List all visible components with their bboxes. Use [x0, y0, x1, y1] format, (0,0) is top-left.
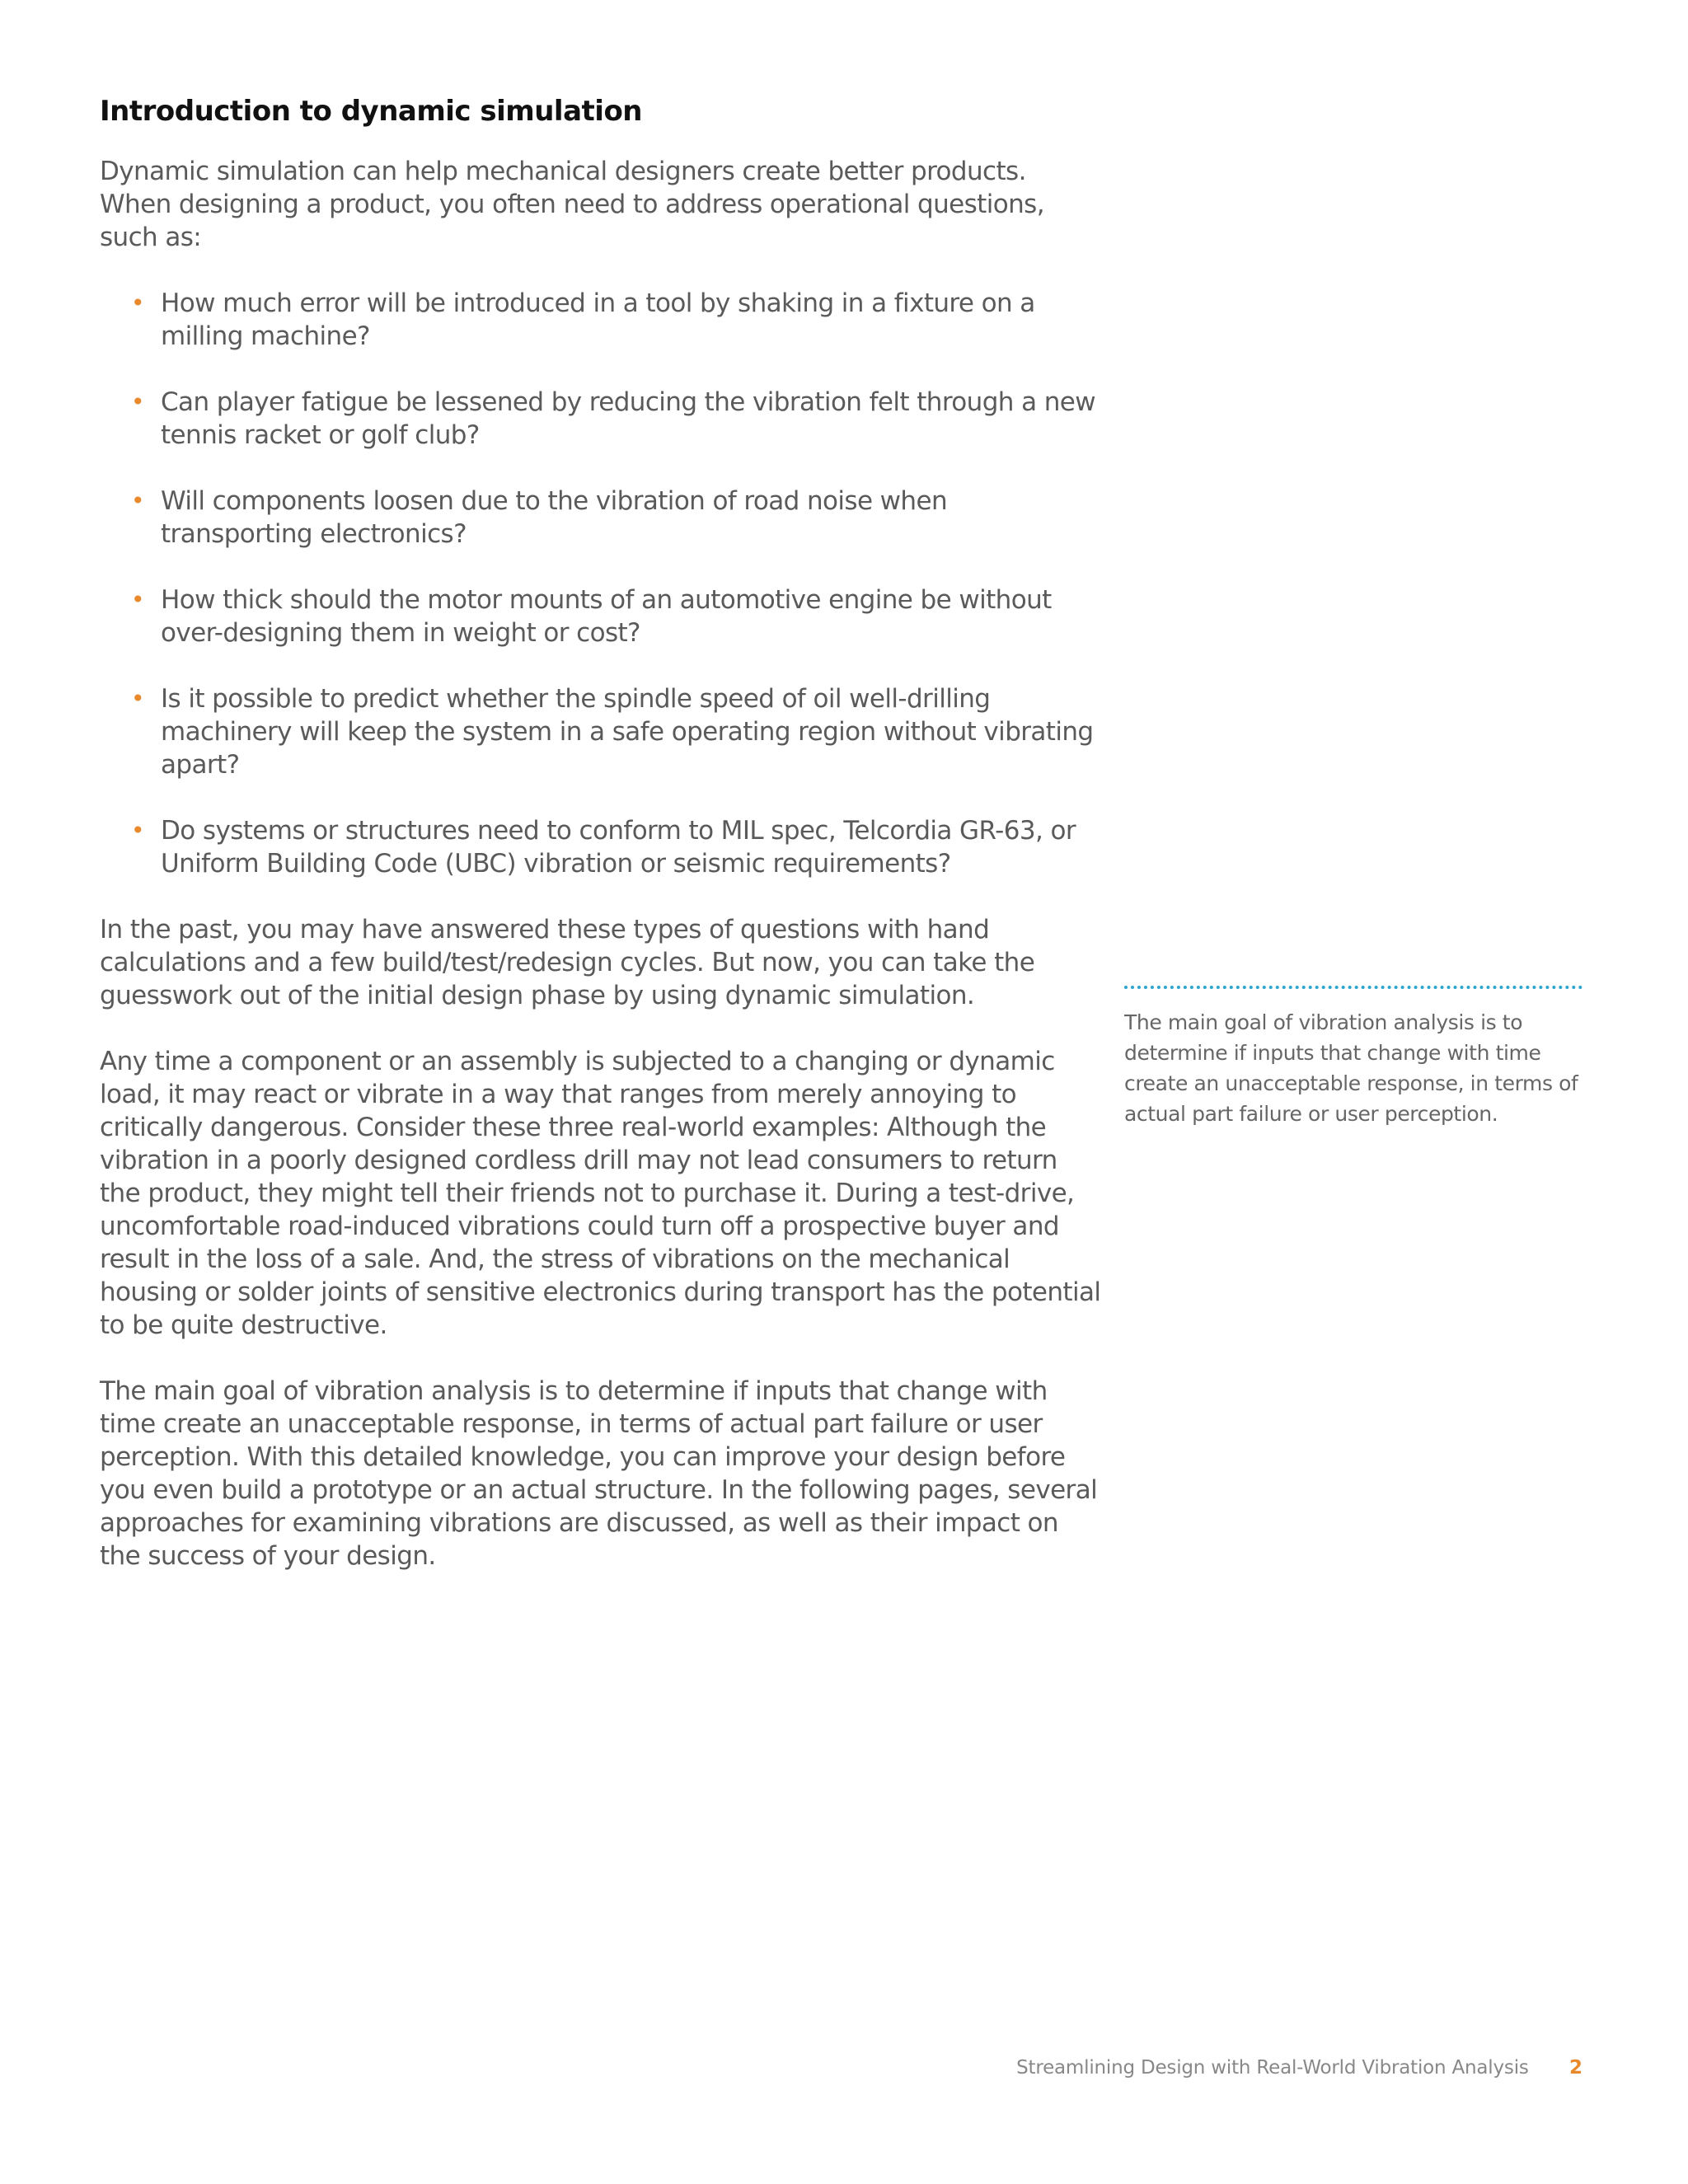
- list-item-text: Will components loosen due to the vibration of road noise when transporting electronics?: [161, 486, 947, 549]
- list-item: [100, 583, 1101, 649]
- list-item: [100, 682, 1101, 781]
- section-heading: Introduction to dynamic simulation: [100, 95, 643, 128]
- dotted-divider: [1124, 986, 1582, 989]
- footer-document-title: Streamlining Design with Real-World Vibration Analysis: [1016, 2057, 1529, 2079]
- intro-paragraph: Dynamic simulation can help mechanical designers create better products. When designing a product, you often need to address operational questions, such as:: [100, 157, 1044, 252]
- page-number: 2: [1568, 2057, 1582, 2079]
- body-paragraph-examples: Any time a component or an assembly is subjected to a changing or dynamic load, it may react or vibrate in a way that ranges from merely annoying to critically dangerous. Consider these three real-world examples: Although the vibration in a poorly designed cordless drill may not lead consumers to return the product, they might tell their friends not to purchase it. During a test-drive, uncomfortable road-induced vibrations could turn off a prospective buyer and result in the loss of a sale. And, the stress of vibrations on the mechanical housing or solder joints of sensitive electronics during transport has the potential to be quite destructive.: [100, 1047, 1101, 1340]
- list-item: [100, 287, 1101, 353]
- list-item: [100, 814, 1101, 880]
- list-item-text: How much error will be introduced in a tool by shaking in a fixture on a milling machine?: [161, 288, 1035, 351]
- list-item-text: How thick should the motor mounts of an automotive engine be without over-designing them in weight or cost?: [161, 585, 1052, 648]
- bullet-icon: •: [131, 487, 144, 514]
- main-column: [100, 89, 1101, 1572]
- bullet-icon: •: [131, 388, 144, 415]
- bullet-icon: •: [131, 817, 144, 844]
- page-footer: [1016, 2055, 1582, 2080]
- bullet-icon: •: [131, 685, 144, 712]
- body-paragraph-past: In the past, you may have answered these types of questions with hand calculations and a few build/test/redesign cycles. But now, you can take the guesswork out of the initial design phase by using dynamic simulation.: [100, 915, 1035, 1010]
- question-list: [100, 287, 1101, 880]
- list-item: [100, 485, 1101, 551]
- bullet-icon: •: [131, 289, 144, 316]
- pullquote-sidebar: [1124, 986, 1582, 1129]
- list-item-text: Is it possible to predict whether the spindle speed of oil well-drilling machinery will keep the system in a safe operating region without vibrating apart?: [161, 684, 1094, 780]
- body-paragraph-goal: The main goal of vibration analysis is to determine if inputs that change with time create an unacceptable response, in terms of actual part failure or user perception. With this detailed knowledge, you can improve your design before you even build a prototype or an actual structure. In the following pages, several approaches for examining vibrations are discussed, as well as their impact on the success of your design.: [100, 1376, 1098, 1571]
- pullquote-text: The main goal of vibration analysis is to determine if inputs that change with time create an unacceptable response, in terms of actual part failure or user perception.: [1124, 1010, 1578, 1126]
- bullet-icon: •: [131, 586, 144, 613]
- list-item-text: Do systems or structures need to conform to MIL spec, Telcordia GR-63, or Uniform Building Code (UBC) vibration or seismic requirements?: [161, 816, 1076, 879]
- list-item-text: Can player fatigue be lessened by reducing the vibration felt through a new tennis racket or golf club?: [161, 387, 1095, 450]
- list-item: [100, 386, 1101, 452]
